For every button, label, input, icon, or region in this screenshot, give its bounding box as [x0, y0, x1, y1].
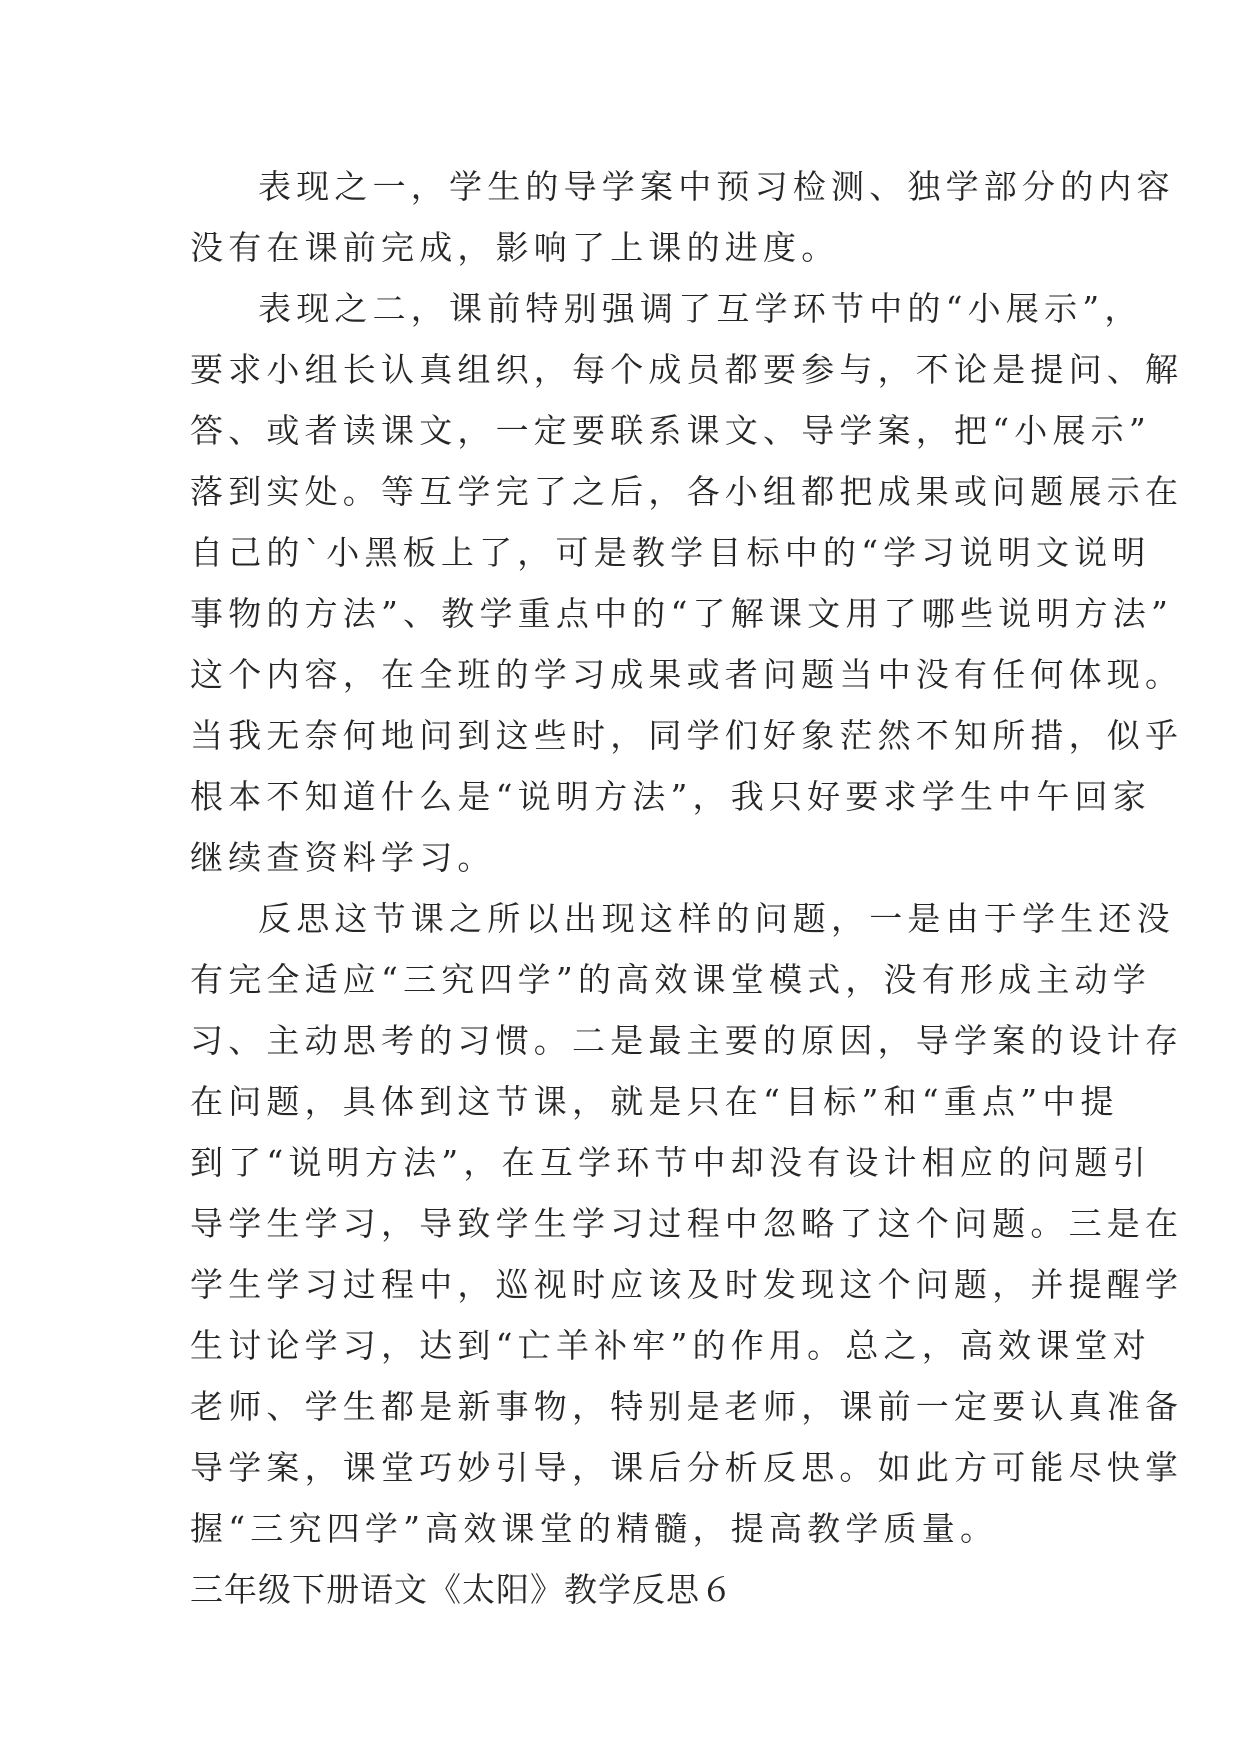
paragraph-2-line-10: 继续查资料学习。: [190, 838, 496, 877]
paragraph-3-line-7: 学生学习过程中，巡视时应该及时发现这个问题，并提醒学: [190, 1265, 1184, 1304]
paragraph-2-line-2: 要求小组长认真组织，每个成员都要参与，不论是提问、解: [190, 350, 1184, 389]
paragraph-3-line-5: 到了“说明方法”，在互学环节中却没有设计相应的问题引: [190, 1143, 1151, 1182]
paragraph-3-line-6: 导学生学习，导致学生学习过程中忽略了这个问题。三是在: [190, 1204, 1184, 1243]
paragraph-3-line-8: 生讨论学习，达到“亡羊补牢”的作用。总之，高效课堂对: [190, 1326, 1151, 1365]
paragraph-3-line-1: 反思这节课之所以出现这样的问题，一是由于学生还没: [258, 899, 1175, 938]
paragraph-3-line-3: 习、主动思考的习惯。二是最主要的原因，导学案的设计存: [190, 1021, 1184, 1060]
paragraph-2-line-8: 当我无奈何地问到这些时，同学们好象茫然不知所措，似乎: [190, 716, 1184, 755]
paragraph-2-line-4: 落到实处。等互学完了之后，各小组都把成果或问题展示在: [190, 472, 1184, 511]
paragraph-2-line-3: 答、或者读课文，一定要联系课文、导学案，把“小展示”: [190, 411, 1151, 450]
paragraph-3-line-9: 老师、学生都是新事物，特别是老师，课前一定要认真准备: [190, 1387, 1184, 1426]
paragraph-3-line-10: 导学案，课堂巧妙引导，课后分析反思。如此方可能尽快掌: [190, 1448, 1184, 1487]
paragraph-1-line-2: 没有在课前完成，影响了上课的进度。: [190, 228, 840, 267]
paragraph-3-line-4: 在问题，具体到这节课，就是只在“目标”和“重点”中提: [190, 1082, 1119, 1121]
paragraph-3-line-11: 握“三究四学”高效课堂的精髓，提高教学质量。: [190, 1509, 999, 1548]
section-title: 三年级下册语文《太阳》教学反思６: [190, 1570, 734, 1609]
paragraph-2-line-1: 表现之二，课前特别强调了互学环节中的“小展示”，: [258, 289, 1143, 328]
paragraph-1-line-1: 表现之一，学生的导学案中预习检测、独学部分的内容: [258, 167, 1175, 206]
paragraph-2-line-5: 自己的`小黑板上了，可是教学目标中的“学习说明文说明: [190, 533, 1151, 572]
paragraph-2-line-7: 这个内容，在全班的学习成果或者问题当中没有任何体现。: [190, 655, 1184, 694]
paragraph-2-line-6: 事物的方法”、教学重点中的“了解课文用了哪些说明方法”: [190, 594, 1174, 633]
paragraph-2-line-9: 根本不知道什么是“说明方法”，我只好要求学生中午回家: [190, 777, 1151, 816]
paragraph-3-line-2: 有完全适应“三究四学”的高效课堂模式，没有形成主动学: [190, 960, 1151, 999]
